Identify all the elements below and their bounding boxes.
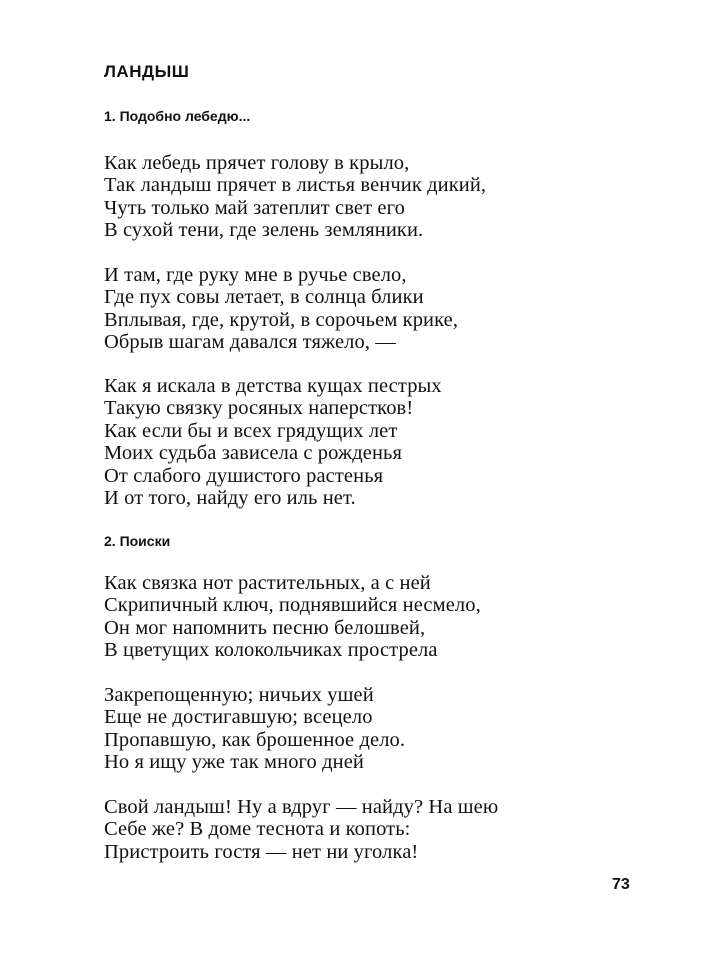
poem-line: И там, где руку мне в ручье свело, <box>104 264 407 286</box>
poem-title: ЛАНДЫШ <box>104 62 190 81</box>
poem-line: Обрыв шагам давался тяжело, — <box>104 331 396 354</box>
poem-line: Еще не достигавшую; всецело <box>104 706 373 729</box>
poem-line: Пропавшую, как брошенное дело. <box>104 728 406 751</box>
stanza-2-1 <box>104 572 481 662</box>
stanza-2-2 <box>104 684 405 774</box>
poem-line: Но я ищу уже так много дней <box>104 751 364 774</box>
poem-line: Так ландыш прячет в листья венчик дикий, <box>104 174 487 197</box>
poem-line: Как если бы и всех грядущих лет <box>104 419 398 442</box>
stanza-1-2 <box>104 264 458 354</box>
section-heading-2: 2. Поиски <box>104 533 171 549</box>
section-heading-1: 1. Подобно лебедю... <box>104 108 251 124</box>
stanza-1-3 <box>104 375 442 509</box>
poem-line: Как связка нот растительных, а с ней <box>104 572 431 594</box>
stanza-2-3 <box>104 796 498 863</box>
poem-line: Как лебедь прячет голову в крыло, <box>104 152 410 174</box>
poem-line: В сухой тени, где зелень земляники. <box>104 219 424 242</box>
poem-line: В цветущих колокольчиках прострела <box>104 639 438 662</box>
poem-line: Такую связку росяных наперстков! <box>104 397 414 420</box>
poem-line: Себе же? В доме теснота и копоть: <box>104 818 411 841</box>
poem-line: Вплывая, где, крутой, в сорочьем крике, <box>104 308 459 331</box>
poem-line: Моих судьба зависела с рожденья <box>104 442 403 465</box>
poem-line: Он мог напомнить песню белошвей, <box>104 616 426 639</box>
poem-line: От слабого душистого растенья <box>104 464 384 487</box>
poem-line: Где пух совы летает, в солнца блики <box>104 286 424 309</box>
poem-line: Пристроить гостя — нет ни уголка! <box>104 840 419 863</box>
poem-line: Закрепощенную; ничьих ушей <box>104 684 374 706</box>
page-number: 73 <box>612 876 630 893</box>
poem-line: Скрипичный ключ, поднявшийся несмело, <box>104 594 481 617</box>
poem-line: Как я искала в детства кущах пестрых <box>104 375 442 397</box>
poem-line: Чуть только май затеплит свет его <box>104 196 405 219</box>
stanza-1-1 <box>104 152 486 242</box>
poem-line: Свой ландыш! Ну а вдруг — найду? На шею <box>104 796 499 818</box>
poem-line: И от того, найду его иль нет. <box>104 486 356 509</box>
